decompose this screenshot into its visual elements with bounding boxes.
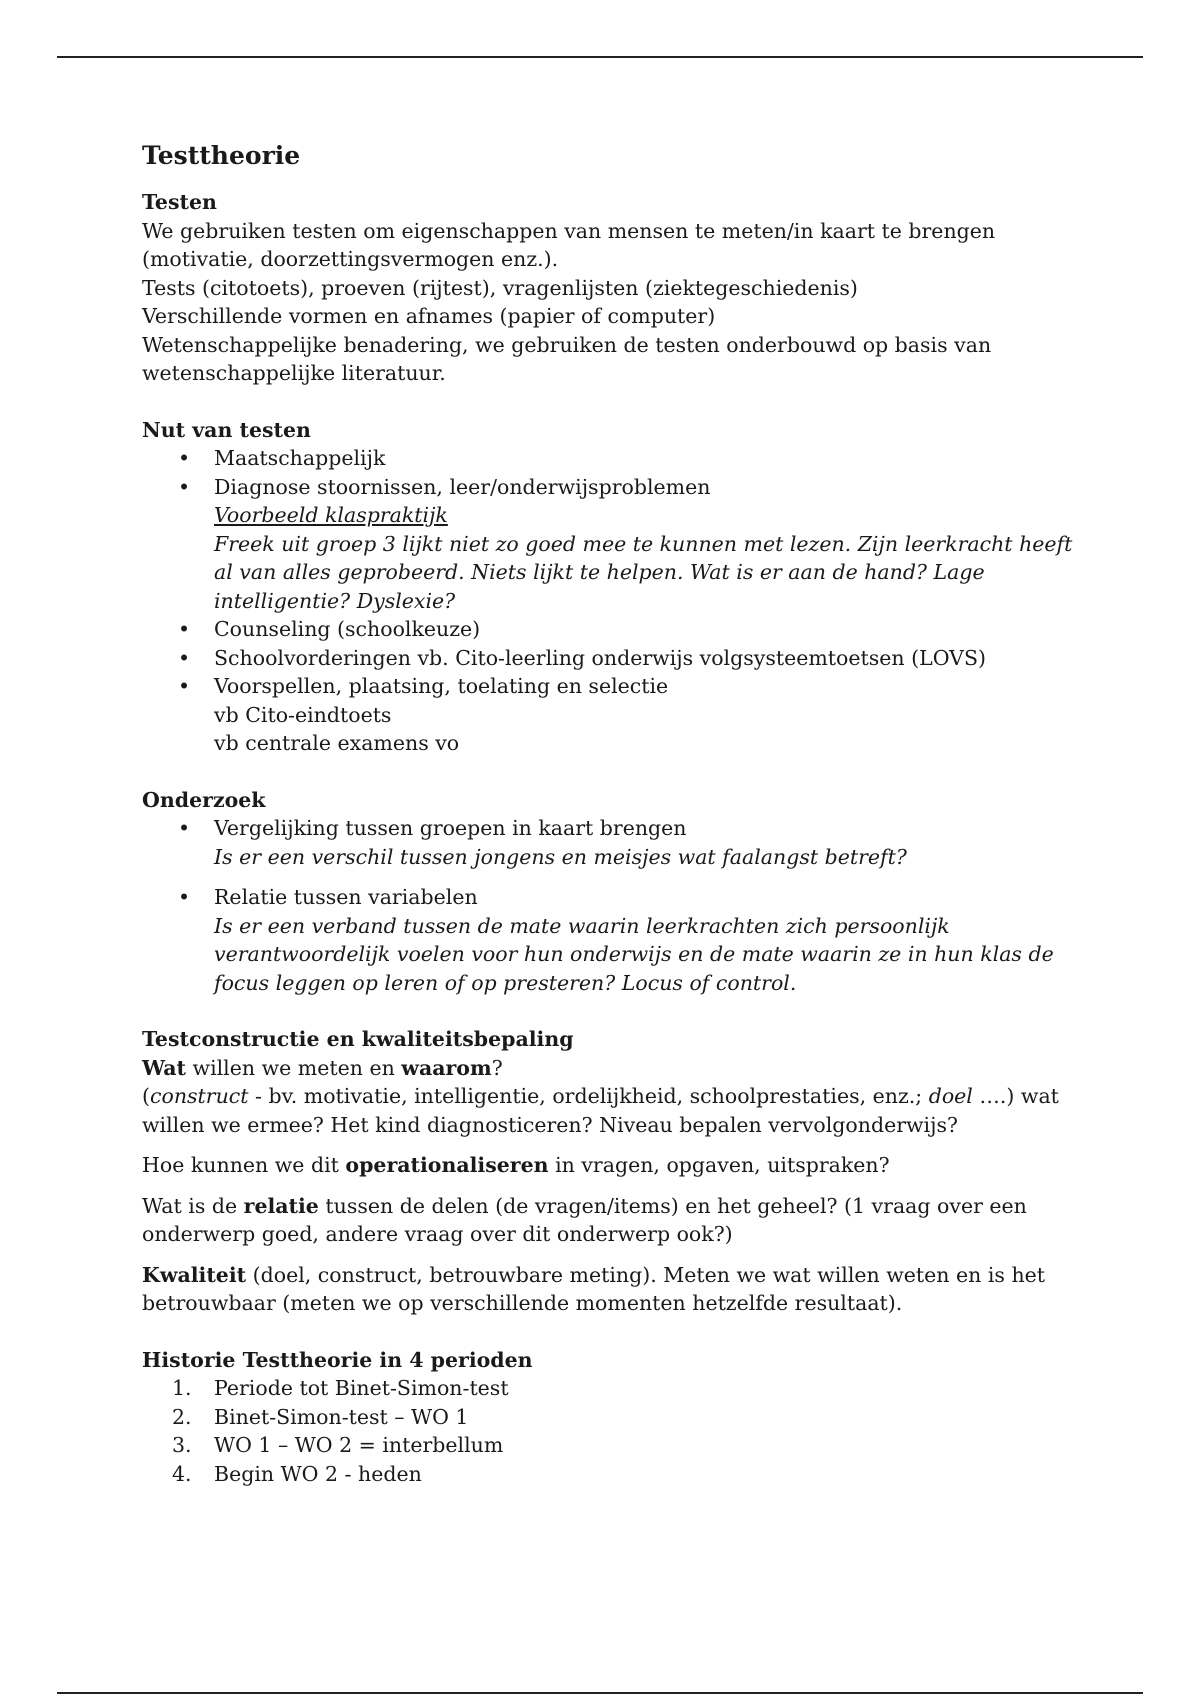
section-heading: Testen [142,190,217,214]
section-heading: Onderzoek [142,787,266,812]
section-heading: Nut van testen [142,417,311,442]
bullet-icon: • [178,816,191,840]
numbered-list [142,1374,1082,1488]
list-item: 3. WO 1 – WO 2 = interbellum [172,1433,504,1457]
paragraph: Tests (citotoets), proeven (rijtest), vragenlijsten (ziektegeschiedenis) [142,275,858,300]
list-item: • Vergelijking tussen groepen in kaart brengen Is er een verschil tussen jongens en meisjes wat faalangst betreft? [142,814,1082,871]
bullet-icon: • [178,474,191,499]
list-item: • Relatie tussen variabelen Is er een verband tussen de mate waarin leerkrachten zich persoonlijk verantwoordelijk voelen voor hun onderwijs en de mate waarin ze in hun klas de focus leggen op leren of op presteren? Locus of control. [142,883,1082,997]
list-item: • Counseling (schoolkeuze) [142,615,1082,644]
example-text: Is er een verschil tussen jongens en meisjes wat faalangst betreft? [214,844,907,869]
question-line: Wat willen we meten en waarom? [142,1055,503,1080]
section-nut-van-testen [142,416,1082,758]
header-rule [57,56,1143,58]
list-item: • Schoolvorderingen vb. Cito-leerling onderwijs volgsysteemtoetsen (LOVS) [142,644,1082,673]
list-item: 4. Begin WO 2 - heden [172,1461,422,1486]
bullet-icon: • [178,645,191,670]
list-item: • Voorspellen, plaatsing, toelating en selectie vb Cito-eindtoets vb centrale examens vo [142,672,1082,758]
section-testconstructie [142,1025,1082,1318]
example-label: Voorbeeld klaspraktijk [214,503,448,527]
document-title: Testtheorie [142,141,301,170]
sub-line: vb Cito-eindtoets [214,702,392,727]
document-body [142,140,1082,1516]
bullet-icon: • [178,674,191,698]
paragraph: Verschillende vormen en afnames (papier of computer) [142,304,716,328]
sub-line: vb centrale examens vo [214,731,460,755]
paragraph: Kwaliteit (doel, construct, betrouwbare meting). Meten we wat willen weten en is het betrouwbaar (meten we op verschillende momenten hetzelfde resultaat). [142,1262,1046,1315]
section-heading: Testconstructie en kwaliteitsbepaling [142,1027,574,1051]
example-text: Freek uit groep 3 lijkt niet zo goed mee te kunnen met lezen. Zijn leerkracht heeft al van alles geprobeerd. Niets lijkt te helpen. Wat is er aan de hand? Lage intelligentie? Dyslexie? [214,531,1073,613]
paragraph: (construct - bv. motivatie, intelligentie, ordelijkheid, schoolprestaties, enz.; doel ….) wat willen we ermee? Het kind diagnosticeren? Niveau bepalen vervolgonderwijs? [142,1084,1059,1137]
bullet-list [142,814,1082,997]
paragraph: Wat is de relatie tussen de delen (de vragen/items) en het geheel? (1 vraag over een onderwerp goed, andere vraag over dit onderwerp ook?) [142,1193,1027,1246]
list-item: 1. Periode tot Binet-Simon-test [172,1376,509,1400]
bullet-icon: • [178,885,191,909]
bullet-icon: • [178,617,191,641]
footer-rule [57,1692,1143,1694]
bullet-icon: • [178,446,191,470]
paragraph: Hoe kunnen we dit operationaliseren in vragen, opgaven, uitspraken? [142,1153,890,1177]
section-testen [142,188,1082,388]
list-item: • Diagnose stoornissen, leer/onderwijsproblemen Voorbeeld klaspraktijk Freek uit groep 3 lijkt niet zo goed mee te kunnen met lezen. Zijn leerkracht heeft al van alles geprobeerd. Niets lijkt te helpen. Wat is er aan de hand? Lage intelligentie? Dyslexie? [142,473,1082,616]
list-item: 2. Binet-Simon-test – WO 1 [172,1404,469,1429]
bullet-list [142,444,1082,758]
list-item: • Maatschappelijk [142,444,1082,473]
paragraph: We gebruiken testen om eigenschappen van mensen te meten/in kaart te brengen (motivatie, doorzettingsvermogen enz.). [142,218,996,271]
section-historie [142,1346,1082,1489]
paragraph: Wetenschappelijke benadering, we gebruiken de testen onderbouwd op basis van wetenschappelijke literatuur. [142,332,992,385]
section-heading: Historie Testtheorie in 4 perioden [142,1347,533,1372]
section-onderzoek [142,786,1082,998]
example-text: Is er een verband tussen de mate waarin leerkrachten zich persoonlijk verantwoordelijk voelen voor hun onderwijs en de mate waarin ze in hun klas de focus leggen op leren of op presteren? Locus of control. [214,913,1054,995]
